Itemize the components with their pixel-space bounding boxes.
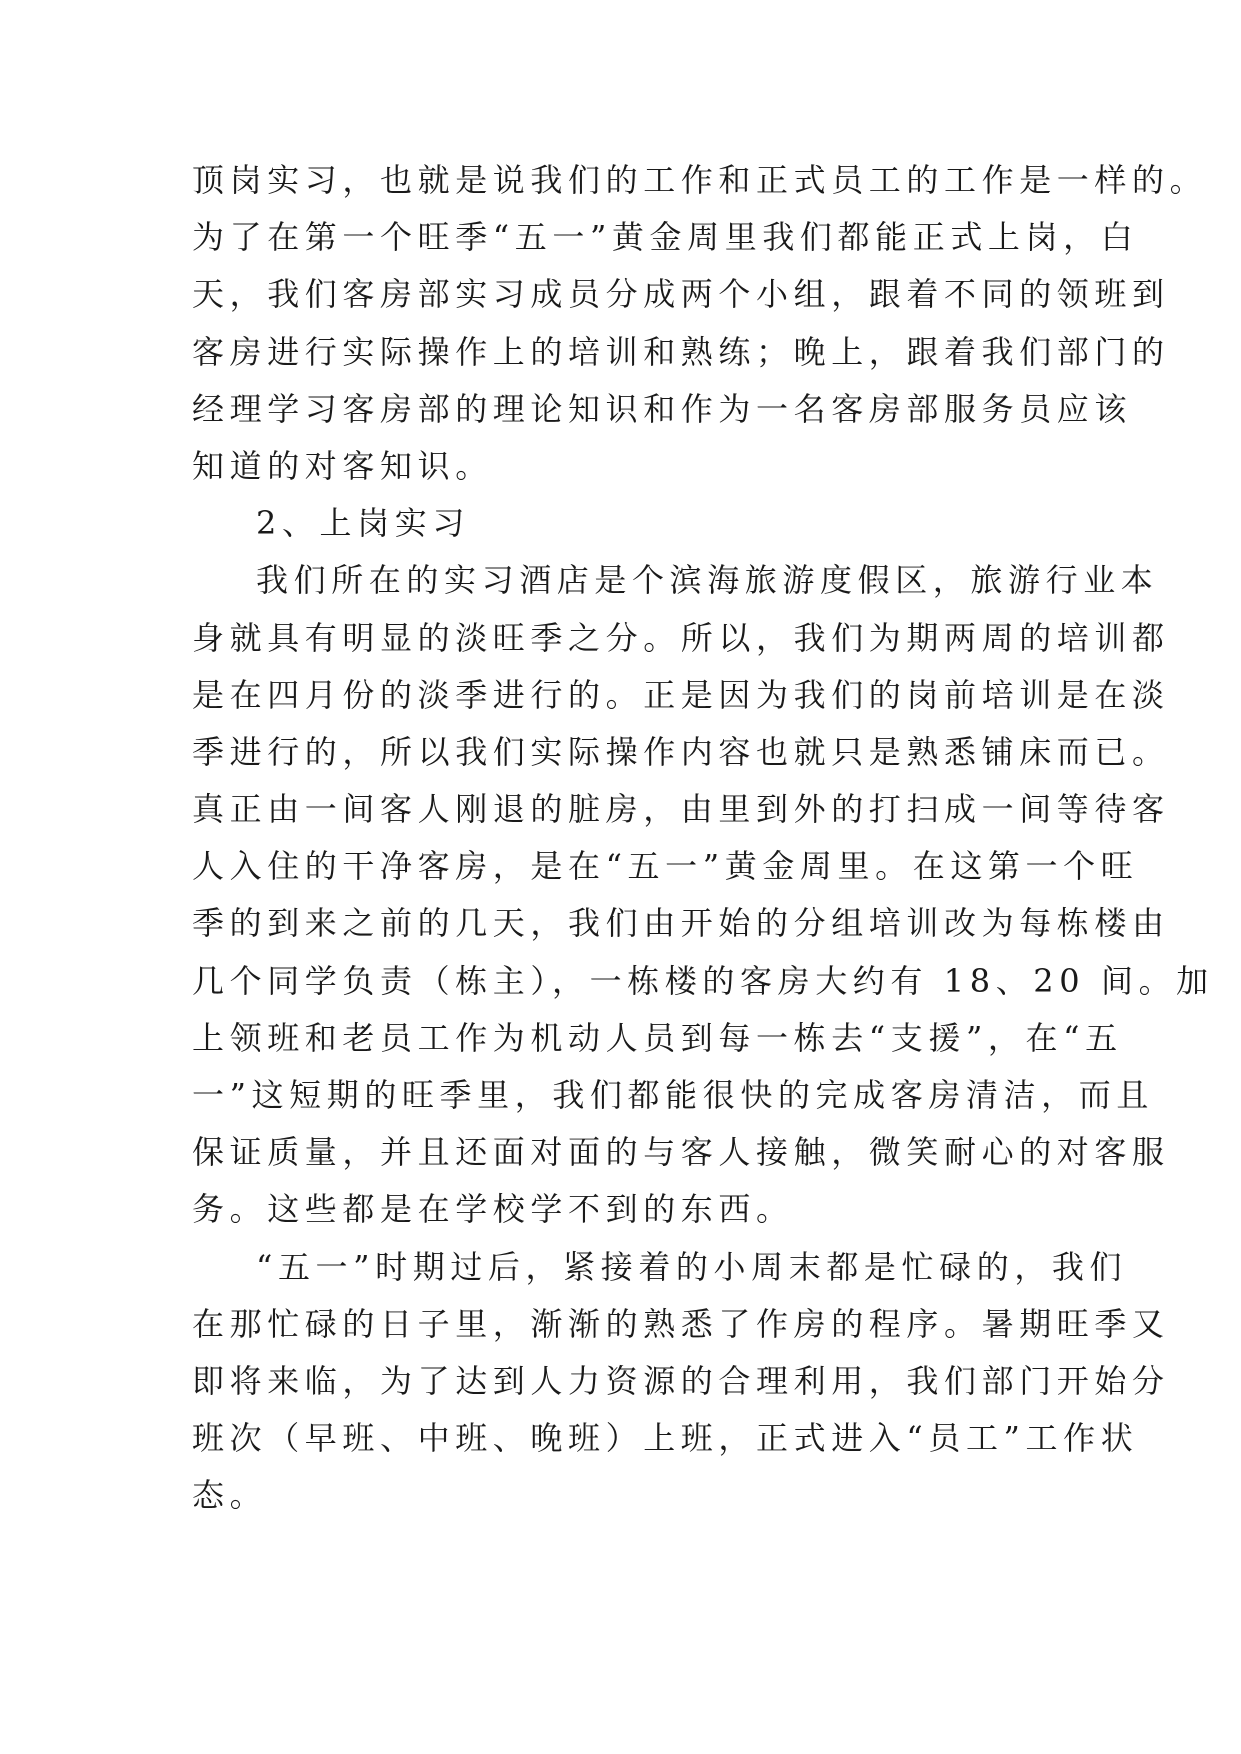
paragraph-start-line: “五一”时期过后，紧接着的小周末都是忙碌的，我们 xyxy=(256,1247,1128,1286)
text-line: 上领班和老员工作为机动人员到每一栋去“支援”，在“五 xyxy=(192,1018,1123,1057)
text-line: 态。 xyxy=(192,1476,268,1515)
text-line: 几个同学负责（栋主），一栋楼的客房大约有 18、20 间。加 xyxy=(192,961,1214,1000)
text-line: 一”这短期的旺季里，我们都能很快的完成客房清洁，而且 xyxy=(192,1076,1154,1114)
text-line: 务。这些都是在学校学不到的东西。 xyxy=(192,1190,794,1229)
text-line: 为了在第一个旺季“五一”黄金周里我们都能正式上岗，白 xyxy=(192,218,1139,257)
text-line: 即将来临，为了达到人力资源的合理利用，我们部门开始分 xyxy=(192,1361,1170,1400)
text-line: 在那忙碌的日子里，渐渐的熟悉了作房的程序。暑期旺季又 xyxy=(192,1304,1170,1343)
text-line: 保证质量，并且还面对面的与客人接触，微笑耐心的对客服 xyxy=(192,1133,1170,1172)
text-line: 顶岗实习，也就是说我们的工作和正式员工的工作是一样的。 xyxy=(192,161,1208,199)
text-line: 身就具有明显的淡旺季之分。所以，我们为期两周的培训都 xyxy=(192,618,1170,657)
text-line: 客房进行实际操作上的培训和熟练；晚上，跟着我们部门的 xyxy=(192,332,1170,371)
text-line: 是在四月份的淡季进行的。正是因为我们的岗前培训是在淡 xyxy=(192,675,1170,714)
text-line: 人入住的干净客房，是在“五一”黄金周里。在这第一个旺 xyxy=(192,847,1139,886)
text-line: 经理学习客房部的理论知识和作为一名客房部服务员应该 xyxy=(192,389,1133,428)
text-line: 知道的对客知识。 xyxy=(192,446,493,485)
text-line: 季的到来之前的几天，我们由开始的分组培训改为每栋楼由 xyxy=(192,904,1170,943)
text-line: 季进行的，所以我们实际操作内容也就只是熟悉铺床而已。 xyxy=(192,732,1170,771)
body-text xyxy=(192,152,1214,1525)
paragraph-start-line: 我们所在的实习酒店是个滨海旅游度假区，旅游行业本 xyxy=(256,561,1159,600)
text-line: 真正由一间客人刚退的脏房，由里到外的打扫成一间等待客 xyxy=(192,790,1170,829)
text-line: 天，我们客房部实习成员分成两个小组，跟着不同的领班到 xyxy=(192,275,1170,314)
section-heading: 2、上岗实习 xyxy=(256,504,470,543)
text-line: 班次（早班、中班、晚班）上班，正式进入“员工”工作状 xyxy=(192,1419,1139,1458)
